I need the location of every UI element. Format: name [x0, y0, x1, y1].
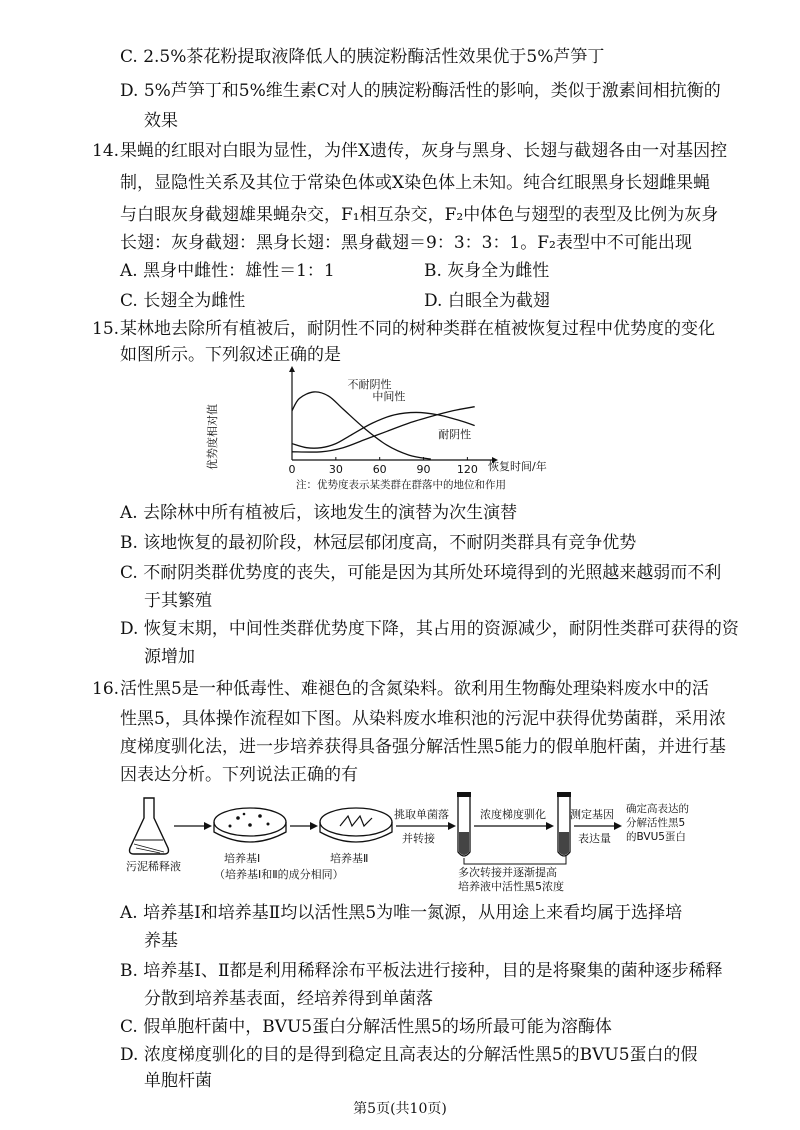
arrow-right-icon [396, 822, 456, 830]
flask-icon [130, 798, 169, 854]
series-shade-tolerant-label: 耐阴性 [438, 428, 472, 441]
q15-option-d-line1: D. 恢复末期，中间性类群优势度下降，其占用的资源减少，耐阴性类群可获得的资 [120, 619, 739, 639]
medium-note: （培养基Ⅰ和Ⅱ的成分相同） [214, 868, 344, 881]
q16-stem-line4: 因表达分析。下列说法正确的有 [120, 765, 358, 785]
transfer-label: 并转接 [402, 832, 435, 845]
x-tick-label: 0 [288, 463, 296, 476]
petri-dish-icon [214, 808, 286, 842]
succession-chart [206, 366, 560, 496]
q14-stem-line1: 果蝇的红眼对白眼为显性，为伴X遗传，灰身与黑身、长翅与截翅各由一对基因控 [120, 141, 728, 161]
q15-option-d-line2: 源增加 [144, 647, 195, 667]
arrow-right-icon [574, 822, 622, 830]
y-axis-arrow-icon [289, 366, 295, 372]
q14-option-d: D. 白眼全为截翅 [424, 291, 550, 311]
q14-stem-line2: 制，显隐性关系及其位于常染色体或X染色体上未知。纯合红眼黑身长翅雌果蝇 [120, 173, 711, 193]
arrow-right-icon [174, 822, 212, 830]
q16-stem-line2: 性黑5，具体操作流程如下图。从染料废水堆积池的污泥中获得优势菌群，采用浓 [120, 709, 726, 729]
q15-option-a: A. 去除林中所有植被后，该地发生的演替为次生演替 [120, 503, 518, 523]
q16-option-d-line1: D. 浓度梯度驯化的目的是得到稳定且高表达的分解活性黑5的BVU5蛋白的假 [120, 1045, 698, 1065]
q14-option-a: A. 黑身中雌性：雄性＝1：1 [120, 261, 335, 281]
q13-option-c: C. 2.5%茶花粉提取液降低人的胰淀粉酶活性效果优于5%芦笋丁 [120, 47, 605, 67]
result-label-2: 分解活性黑5 [626, 817, 686, 829]
gradient-label: 浓度梯度驯化 [480, 808, 546, 821]
page-footer: 第5页(共10页) [353, 1101, 447, 1117]
q16-option-a-line1: A. 培养基Ⅰ和培养基Ⅱ均以活性黑5为唯一氮源，从用途上来看均属于选择培 [120, 903, 683, 923]
x-tick-label: 90 [416, 463, 431, 476]
pick-colony-label: 挑取单菌落 [394, 808, 449, 821]
series-not-shade-tolerant-label: 不耐阴性 [347, 378, 392, 391]
measure-label-1: 测定基因 [570, 808, 614, 821]
chart-ylabel: 优势度相对值 [206, 404, 219, 470]
result-label-3: 的BVU5蛋白 [626, 831, 686, 843]
q16-option-d-line2: 单胞杆菌 [144, 1071, 212, 1091]
q15-stem-line2: 如图所示。下列叙述正确的是 [120, 345, 341, 365]
q16-number: 16. [92, 679, 120, 699]
test-tube-icon [557, 792, 571, 856]
result-label-1: 确定高表达的 [626, 803, 689, 815]
chart-note: 注：优势度表示某类群在群落中的地位和作用 [296, 479, 506, 491]
q15-option-c-line2: 于其繁殖 [144, 591, 212, 611]
series-not-shade-tolerant-line [292, 392, 431, 459]
q15-option-c-line1: C. 不耐阴类群优势度的丧失，可能是因为其所处环境得到的光照越来越弱而不利 [120, 563, 722, 583]
sludge-label: 污泥稀释液 [126, 860, 181, 873]
q15-option-b: B. 该地恢复的最初阶段，林冠层郁闭度高，不耐阴类群具有竞争优势 [120, 533, 637, 553]
measure-label-2: 表达量 [578, 832, 611, 845]
q16-option-a-line2: 养基 [144, 931, 178, 951]
repeat-label-1: 多次转接并逐渐提高 [458, 866, 557, 879]
chart-xlabel: 恢复时间/年 [488, 460, 547, 473]
q13-option-d-line2: 效果 [144, 111, 178, 131]
medium2-label: 培养基Ⅱ [330, 852, 369, 865]
arrow-right-icon [290, 822, 318, 830]
q14-option-b: B. 灰身全为雌性 [424, 261, 550, 281]
culture-flow-diagram [126, 792, 726, 892]
q14-option-c: C. 长翅全为雌性 [120, 291, 246, 311]
medium1-label: 培养基Ⅰ [224, 852, 261, 865]
q16-option-b-line1: B. 培养基Ⅰ、Ⅱ都是利用稀释涂布平板法进行接种，目的是将聚集的菌种逐步稀释 [120, 961, 723, 981]
repeat-label-2: 培养液中活性黑5浓度 [458, 880, 564, 893]
test-tube-icon [457, 792, 471, 856]
x-tick-label: 60 [372, 463, 387, 476]
q14-stem-line3: 与白眼灰身截翅雄果蝇杂交，F₁相互杂交，F₂中体色与翅型的表型及比例为灰身 [120, 205, 719, 225]
q14-stem-line4: 长翅：灰身截翅：黑身长翅：黑身截翅＝9：3：3：1。F₂表型中不可能出现 [120, 233, 692, 253]
q16-option-b-line2: 分散到培养基表面，经培养得到单菌落 [144, 989, 433, 1009]
q16-option-c: C. 假单胞杆菌中，BVU5蛋白分解活性黑5的场所最可能为溶酶体 [120, 1017, 612, 1037]
q15-stem-line1: 某林地去除所有植被后，耐阴性不同的树种类群在植被恢复过程中优势度的变化 [120, 319, 715, 339]
arrow-right-icon [474, 822, 554, 830]
q13-option-d-line1: D. 5%芦笋丁和5%维生素C对人的胰淀粉酶活性的影响，类似于激素间相抗衡的 [120, 81, 721, 101]
q16-stem-line1: 活性黑5是一种低毒性、难褪色的含氮染料。欲利用生物酶处理染料废水中的活 [120, 679, 709, 699]
x-tick-label: 120 [456, 463, 478, 476]
q16-stem-line3: 度梯度驯化法，进一步培养获得具备强分解活性黑5能力的假单胞杆菌，并进行基 [120, 737, 726, 757]
q14-number: 14. [92, 141, 120, 161]
series-intermediate-label: 中间性 [372, 390, 406, 403]
q15-number: 15. [92, 319, 120, 339]
streak-plate-icon [320, 808, 392, 842]
x-tick-label: 30 [328, 463, 343, 476]
